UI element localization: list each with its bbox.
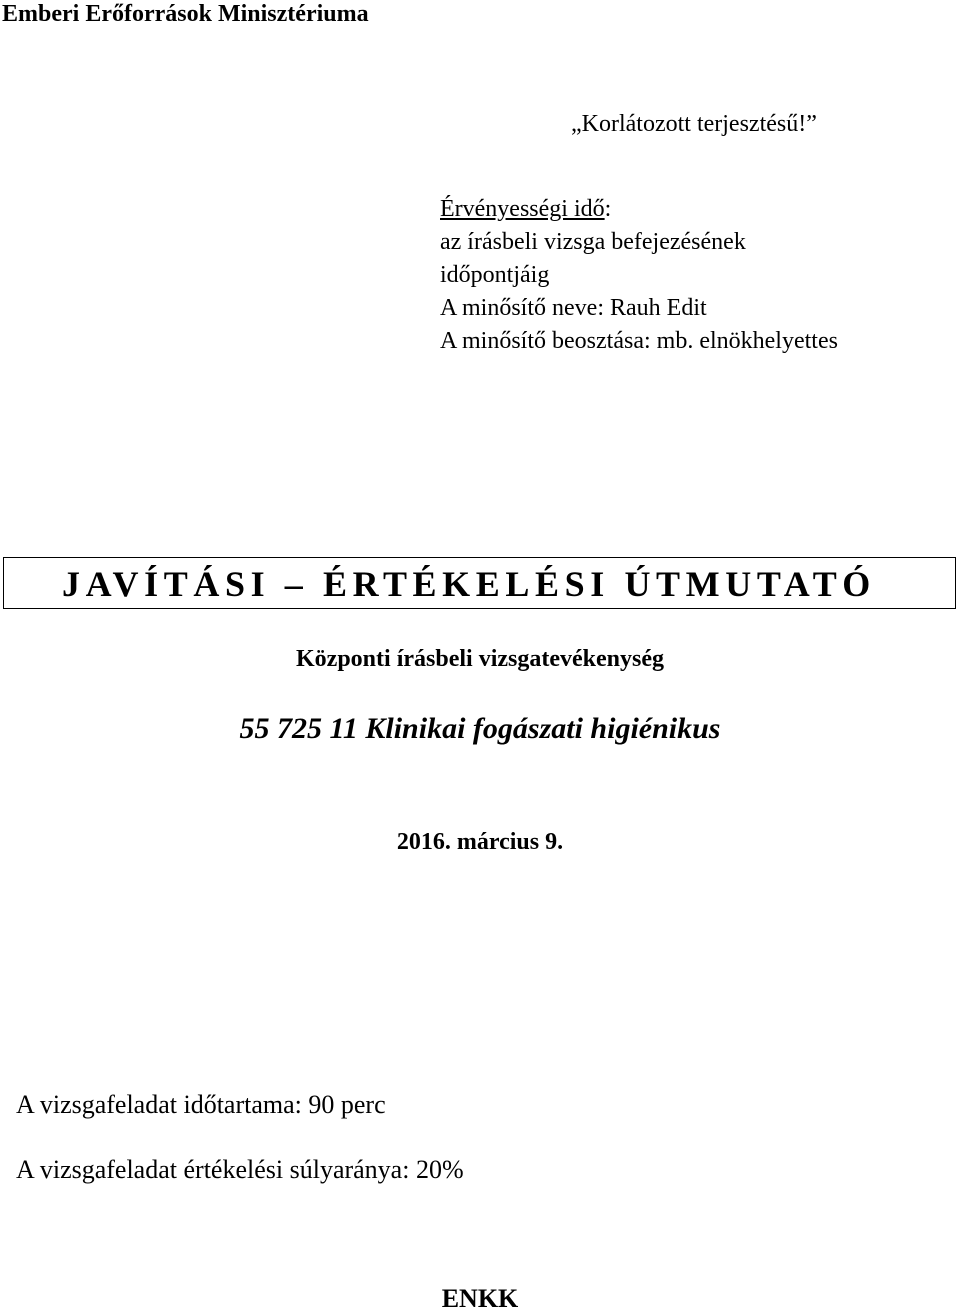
exam-type: Központi írásbeli vizsgatevékenység	[296, 646, 664, 672]
validity-line-1: az írásbeli vizsga befejezésének	[440, 229, 746, 255]
organization: ENKK	[441, 1284, 519, 1313]
ministry-name: Emberi Erőforrások Minisztériuma	[2, 1, 369, 27]
exam-date: 2016. március 9.	[396, 829, 564, 855]
qualification-title: 55 725 11 Klinikai fogászati higiénikus	[239, 712, 721, 745]
exam-weight: A vizsgafeladat értékelési súlyaránya: 20%	[16, 1155, 464, 1184]
classifier-position: A minősítő beosztása: mb. elnökhelyettes	[440, 328, 838, 354]
validity-label-line	[440, 193, 838, 226]
exam-duration: A vizsgafeladat időtartama: 90 perc	[16, 1090, 386, 1119]
validity-block	[440, 193, 838, 358]
validity-line-2: időpontjáig	[440, 262, 550, 288]
validity-label: Érvényességi idő	[440, 196, 605, 222]
document-title: JAVÍTÁSI – ÉRTÉKELÉSI ÚTMUTATÓ	[62, 564, 876, 604]
restricted-notice: „Korlátozott terjesztésű!”	[571, 111, 817, 137]
validity-label-suffix: :	[604, 196, 612, 222]
classifier-name: A minősítő neve: Rauh Edit	[440, 295, 707, 321]
title-box	[3, 557, 956, 609]
